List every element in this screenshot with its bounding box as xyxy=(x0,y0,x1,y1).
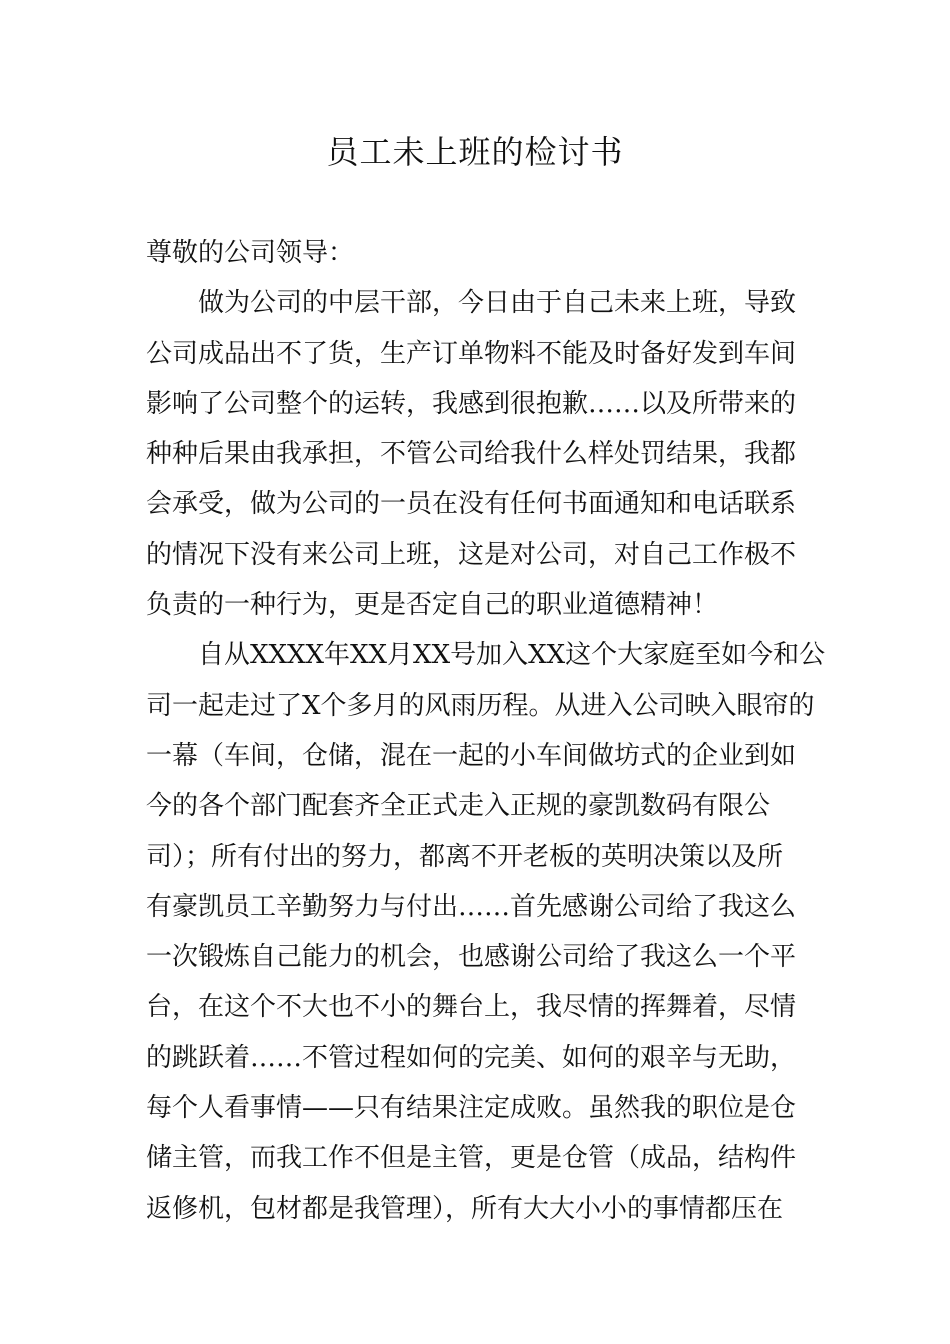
paragraph-line: 司一起走过了X个多月的风雨历程。从进入公司映入眼帘的 xyxy=(146,690,815,721)
paragraph-line: 储主管，而我工作不但是主管，更是仓管（成品，结构件 xyxy=(146,1143,797,1174)
paragraph-line: 返修机，包材都是我管理），所有大大小小的事情都压在 xyxy=(146,1193,784,1224)
paragraph-line: 做为公司的中层干部，今日由于自己未来上班，导致 xyxy=(198,288,797,319)
document-title: 员工未上班的检讨书 xyxy=(326,133,624,171)
paragraph-line: 种种后果由我承担，不管公司给我什么样处罚结果，我都 xyxy=(146,439,797,470)
paragraph-line: 一次锻炼自己能力的机会，也感谢公司给了我这么一个平 xyxy=(146,942,797,973)
paragraph-line: 会承受，做为公司的一员在没有任何书面通知和电话联系 xyxy=(146,489,797,520)
paragraph-line: 一幕（车间，仓储，混在一起的小车间做坊式的企业到如 xyxy=(146,740,797,771)
paragraph-line: 每个人看事情——只有结果注定成败。虽然我的职位是仓 xyxy=(146,1093,797,1124)
paragraph-line: 台，在这个不大也不小的舞台上，我尽情的挥舞着，尽情 xyxy=(146,992,797,1023)
document-body xyxy=(146,228,826,1234)
paragraph-line: 司）；所有付出的努力，都离不开老板的英明决策以及所 xyxy=(146,841,784,872)
paragraph-line: 的跳跃着……不管过程如何的完美、如何的艰辛与无助， xyxy=(146,1042,797,1073)
paragraph-line: 有豪凯员工辛勤努力与付出……首先感谢公司给了我这么 xyxy=(146,891,797,922)
paragraph-line: 负责的一种行为，更是否定自己的职业道德精神！ xyxy=(146,590,719,621)
paragraph-line: 的情况下没有来公司上班，这是对公司，对自己工作极不 xyxy=(146,539,797,570)
paragraph-line: 影响了公司整个的运转，我感到很抱歉……以及所带来的 xyxy=(146,388,797,419)
paragraph-line: 公司成品出不了货，生产订单物料不能及时备好发到车间 xyxy=(146,338,797,369)
salutation: 尊敬的公司领导： xyxy=(146,238,355,268)
paragraph-1 xyxy=(146,278,808,630)
paragraph-line: 自从XXXX年XX月XX号加入XX这个大家庭至如今和公 xyxy=(198,640,826,671)
paragraph-line: 今的各个部门配套齐全正式走入正规的豪凯数码有限公 xyxy=(146,791,771,822)
paragraph-2 xyxy=(146,630,826,1234)
